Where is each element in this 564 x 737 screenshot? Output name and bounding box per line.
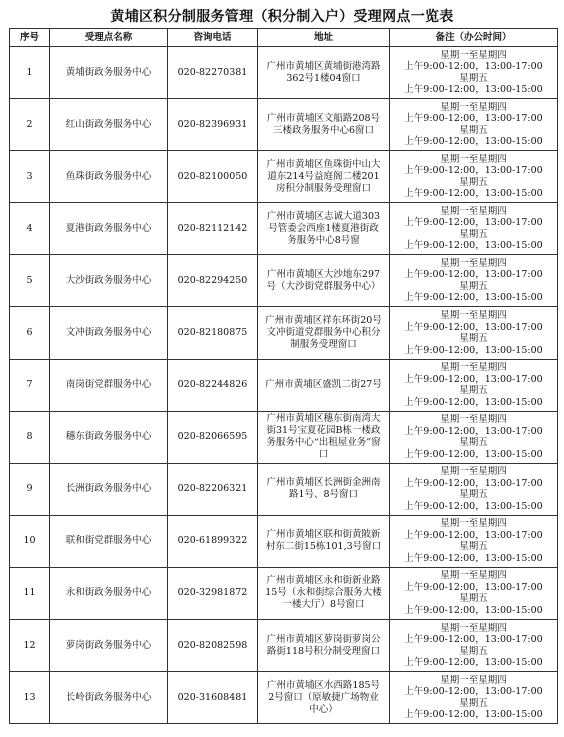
table-row	[10, 515, 558, 567]
phone-number: 020-82206321	[168, 463, 258, 515]
seq-cell: 4	[10, 203, 50, 255]
table-row	[10, 463, 558, 515]
office-hours-line: 上午9:00-12:00，13:00-15:00	[404, 500, 543, 512]
seq-cell: 9	[10, 463, 50, 515]
address-cell: 广州市黄埔区大沙地东297号（大沙街党群服务中心）	[258, 255, 390, 307]
office-hours-cell	[390, 515, 558, 567]
office-hours-line: 星期五	[459, 541, 488, 553]
service-point-name: 鱼珠街政务服务中心	[50, 151, 168, 203]
office-hours-line: 星期五	[459, 385, 488, 397]
office-hours-line: 星期五	[459, 280, 488, 292]
service-points-table	[9, 28, 558, 724]
phone-number: 020-61899322	[168, 515, 258, 567]
header-address: 地址	[258, 29, 390, 47]
address-cell: 广州市黄埔区穗东街南湾大街31号宝夏花园B栋一楼政务服务中心“出租屋业务”窗口	[258, 411, 390, 463]
address-cell: 广州市黄埔区盛凯二街27号	[258, 359, 390, 411]
service-point-name: 文冲街政务服务中心	[50, 307, 168, 359]
office-hours-cell	[390, 463, 558, 515]
service-point-name: 穗东街政务服务中心	[50, 411, 168, 463]
office-hours-line: 星期五	[459, 593, 488, 605]
phone-number: 020-82082598	[168, 620, 258, 672]
office-hours-line: 星期一至星期四	[440, 257, 507, 269]
office-hours-line: 上午9:00-12:00，13:00-17:00	[404, 581, 543, 593]
phone-number: 020-82396931	[168, 99, 258, 151]
service-point-name: 长岭街政务服务中心	[50, 672, 168, 724]
seq-cell: 3	[10, 151, 50, 203]
office-hours-line: 星期五	[459, 645, 488, 657]
office-hours-line: 上午9:00-12:00，13:00-15:00	[404, 604, 543, 616]
seq-cell: 7	[10, 359, 50, 411]
office-hours-line: 上午9:00-12:00，13:00-15:00	[404, 448, 543, 460]
office-hours-line: 星期一至星期四	[440, 674, 507, 686]
header-name: 受理点名称	[50, 29, 168, 47]
phone-number: 020-82244826	[168, 359, 258, 411]
office-hours-line: 星期一至星期四	[440, 570, 507, 582]
office-hours-line: 星期五	[459, 697, 488, 709]
address-cell: 广州市黄埔区鱼珠街中山大道东214号益庭阁二楼201房积分制服务受理窗口	[258, 151, 390, 203]
table-header-row	[10, 29, 558, 47]
seq-cell: 13	[10, 672, 50, 724]
phone-number: 020-31608481	[168, 672, 258, 724]
office-hours-line: 上午9:00-12:00，13:00-17:00	[404, 321, 543, 333]
office-hours-cell	[390, 411, 558, 463]
address-cell: 广州市黄埔区黄埔街港湾路362号1楼04窗口	[258, 47, 390, 99]
table-row	[10, 203, 558, 255]
table-row	[10, 672, 558, 724]
service-point-name: 联和街党群服务中心	[50, 515, 168, 567]
office-hours-line: 上午9:00-12:00，13:00-17:00	[404, 425, 543, 437]
office-hours-cell	[390, 47, 558, 99]
office-hours-line: 上午9:00-12:00，13:00-17:00	[404, 686, 543, 698]
service-point-name: 黄埔街政务服务中心	[50, 47, 168, 99]
office-hours-line: 上午9:00-12:00，13:00-17:00	[404, 269, 543, 281]
office-hours-cell	[390, 203, 558, 255]
office-hours-cell	[390, 620, 558, 672]
office-hours-cell	[390, 672, 558, 724]
seq-cell: 6	[10, 307, 50, 359]
office-hours-line: 上午9:00-12:00，13:00-15:00	[404, 396, 543, 408]
service-point-name: 大沙街政务服务中心	[50, 255, 168, 307]
seq-cell: 10	[10, 515, 50, 567]
phone-number: 020-82100050	[168, 151, 258, 203]
office-hours-cell	[390, 255, 558, 307]
service-point-name: 长洲街政务服务中心	[50, 463, 168, 515]
office-hours-line: 上午9:00-12:00，13:00-15:00	[404, 292, 543, 304]
service-point-name: 萝岗街政务服务中心	[50, 620, 168, 672]
office-hours-line: 上午9:00-12:00，13:00-17:00	[404, 61, 543, 73]
table-row	[10, 307, 558, 359]
service-point-name: 红山街政务服务中心	[50, 99, 168, 151]
office-hours-line: 星期一至星期四	[440, 153, 507, 165]
seq-cell: 1	[10, 47, 50, 99]
phone-number: 020-82112142	[168, 203, 258, 255]
office-hours-cell	[390, 99, 558, 151]
office-hours-line: 星期一至星期四	[440, 466, 507, 478]
address-cell: 广州市黄埔区志诚大道303号管委会西座1楼夏港街政务服务中心8号窗	[258, 203, 390, 255]
address-cell: 广州市黄埔区祥东环街20号文冲街道党群服务中心积分制服务受理窗口	[258, 307, 390, 359]
office-hours-line: 星期五	[459, 228, 488, 240]
table-row	[10, 359, 558, 411]
office-hours-line: 上午9:00-12:00，13:00-17:00	[404, 113, 543, 125]
office-hours-line: 上午9:00-12:00，13:00-15:00	[404, 657, 543, 669]
office-hours-line: 上午9:00-12:00，13:00-15:00	[404, 709, 543, 721]
phone-number: 020-82270381	[168, 47, 258, 99]
address-cell: 广州市黄埔区永和街新业路15号（永和街综合服务大楼一楼大厅）8号窗口	[258, 567, 390, 619]
address-cell: 广州市黄埔区长洲街金洲南路1号、8号窗口	[258, 463, 390, 515]
office-hours-line: 星期五	[459, 124, 488, 136]
table-row	[10, 99, 558, 151]
table-row	[10, 411, 558, 463]
phone-number: 020-82066595	[168, 411, 258, 463]
office-hours-line: 星期五	[459, 333, 488, 345]
office-hours-line: 上午9:00-12:00，13:00-15:00	[404, 552, 543, 564]
address-cell: 广州市黄埔区水西路185号2号窗口（原敏捷广场物业中心）	[258, 672, 390, 724]
office-hours-line: 星期一至星期四	[440, 622, 507, 634]
header-seq: 序号	[10, 29, 50, 47]
service-point-name: 南岗街党群服务中心	[50, 359, 168, 411]
address-cell: 广州市黄埔区文船路208号三楼政务服务中心6窗口	[258, 99, 390, 151]
office-hours-line: 上午9:00-12:00，13:00-17:00	[404, 373, 543, 385]
office-hours-line: 星期五	[459, 489, 488, 501]
table-row	[10, 620, 558, 672]
table-row	[10, 151, 558, 203]
office-hours-line: 星期五	[459, 176, 488, 188]
office-hours-line: 星期一至星期四	[440, 101, 507, 113]
table-row	[10, 255, 558, 307]
office-hours-line: 星期一至星期四	[440, 205, 507, 217]
office-hours-line: 上午9:00-12:00，13:00-17:00	[404, 217, 543, 229]
header-phone: 咨询电话	[168, 29, 258, 47]
office-hours-line: 星期一至星期四	[440, 49, 507, 61]
office-hours-line: 上午9:00-12:00，13:00-15:00	[404, 188, 543, 200]
office-hours-line: 星期一至星期四	[440, 362, 507, 374]
office-hours-line: 上午9:00-12:00，13:00-15:00	[404, 344, 543, 356]
header-note: 备注（办公时间）	[390, 29, 558, 47]
office-hours-line: 星期一至星期四	[440, 310, 507, 322]
office-hours-cell	[390, 567, 558, 619]
seq-cell: 2	[10, 99, 50, 151]
phone-number: 020-82180875	[168, 307, 258, 359]
office-hours-line: 上午9:00-12:00，13:00-15:00	[404, 240, 543, 252]
seq-cell: 12	[10, 620, 50, 672]
office-hours-cell	[390, 151, 558, 203]
seq-cell: 11	[10, 567, 50, 619]
table-row	[10, 567, 558, 619]
office-hours-line: 上午9:00-12:00，13:00-15:00	[404, 84, 543, 96]
office-hours-line: 上午9:00-12:00，13:00-17:00	[404, 634, 543, 646]
address-cell: 广州市黄埔区联和街黄陂新村东二街15栋101,3号窗口	[258, 515, 390, 567]
service-point-name: 永和街政务服务中心	[50, 567, 168, 619]
address-cell: 广州市黄埔区萝岗街萝岗公路街118号积分制受理窗口	[258, 620, 390, 672]
phone-number: 020-82294250	[168, 255, 258, 307]
office-hours-line: 星期五	[459, 72, 488, 84]
office-hours-line: 星期一至星期四	[440, 518, 507, 530]
office-hours-cell	[390, 359, 558, 411]
service-point-name: 夏港街政务服务中心	[50, 203, 168, 255]
office-hours-line: 上午9:00-12:00，13:00-17:00	[404, 477, 543, 489]
office-hours-line: 上午9:00-12:00，13:00-17:00	[404, 165, 543, 177]
office-hours-cell	[390, 307, 558, 359]
office-hours-line: 上午9:00-12:00，13:00-17:00	[404, 529, 543, 541]
phone-number: 020-32981872	[168, 567, 258, 619]
seq-cell: 5	[10, 255, 50, 307]
seq-cell: 8	[10, 411, 50, 463]
office-hours-line: 上午9:00-12:00，13:00-15:00	[404, 136, 543, 148]
office-hours-line: 星期五	[459, 437, 488, 449]
office-hours-line: 星期一至星期四	[440, 414, 507, 426]
table-row	[10, 47, 558, 99]
page-title: 黄埔区积分制服务管理（积分制入户）受理网点一览表	[110, 9, 454, 25]
